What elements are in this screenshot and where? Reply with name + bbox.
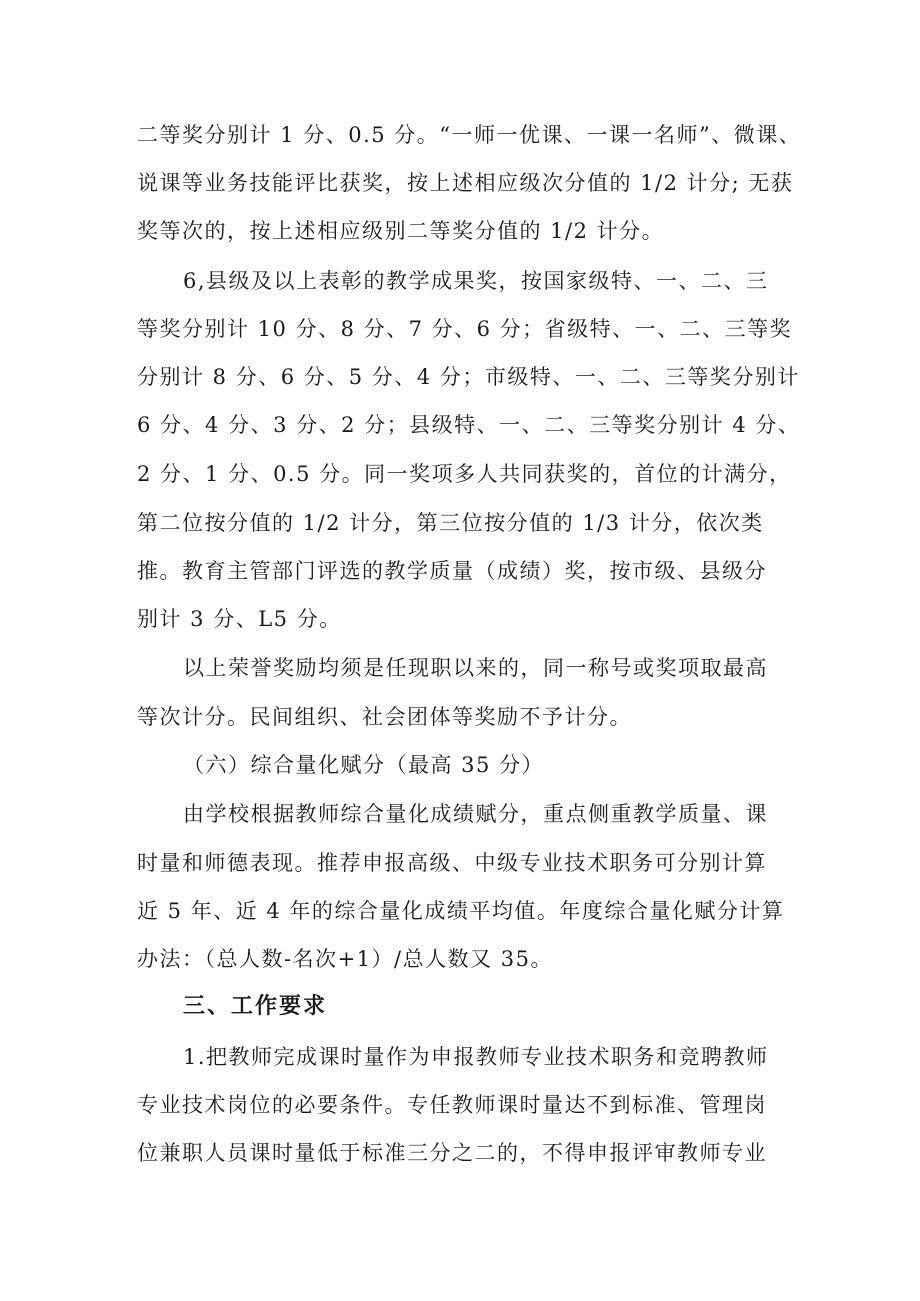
text-line-5: 等奖分别计 10 分、8 分、7 分、6 分；省级特、一、二、三等奖 [137,317,793,341]
subsection-title: （六）综合量化赋分（最高 35 分） [183,753,545,777]
text-line-17: 近 5 年、近 4 年的综合量化成绩平均值。年度综合量化赋分计算 [137,899,785,923]
text-line-4: 6,县级及以上表彰的教学成果奖，按国家级特、一、二、三 [183,269,769,293]
text-line-18: 办法：（总人数-名次+1）/总人数又 35。 [137,947,554,971]
text-line-13: 等次计分。民间组织、社会团体等奖励不予计分。 [137,705,632,729]
text-line-10: 推。教育主管部门评选的教学质量（成绩）奖，按市级、县级分 [137,559,767,583]
text-line-2: 说课等业务技能评比获奖，按上述相应级次分值的 1/2 计分; 无获 [137,171,794,195]
text-line-3: 奖等次的，按上述相应级别二等奖分值的 1/2 计分。 [137,219,665,243]
text-line-12: 以上荣誉奖励均须是任现职以来的，同一称号或奖项取最高 [183,656,768,680]
section-heading: 三、工作要求 [183,994,328,1019]
text-line-11: 别计 3 分、L5 分。 [137,607,342,631]
text-line-20: 1.把教师完成课时量作为申报教师专业技术职务和竞聘教师 [183,1045,769,1069]
text-line-7: 6 分、4 分、3 分、2 分；县级特、一、二、三等奖分别计 4 分、 [137,413,801,437]
text-line-6: 分别计 8 分、6 分、5 分、4 分；市级特、一、二、三等奖分别计 [137,365,800,389]
text-line-1: 二等奖分别计 1 分、0.5 分。“一师一优课、一课一名师”、微课、 [137,123,802,147]
text-line-16: 时量和师德表现。推荐申报高级、中级专业技术职务可分别计算 [137,851,767,875]
text-line-9: 第二位按分值的 1/2 计分，第三位按分值的 1/3 计分，依次类 [137,511,764,535]
text-line-8: 2 分、1 分、0.5 分。同一奖项多人共同获奖的，首位的计满分， [137,462,792,486]
text-line-15: 由学校根据教师综合量化成绩赋分，重点侧重教学质量、课 [183,802,768,826]
text-line-22: 位兼职人员课时量低于标准三分之二的，不得申报评审教师专业 [137,1141,767,1165]
text-line-21: 专业技术岗位的必要条件。专任教师课时量达不到标准、管理岗 [137,1093,767,1117]
